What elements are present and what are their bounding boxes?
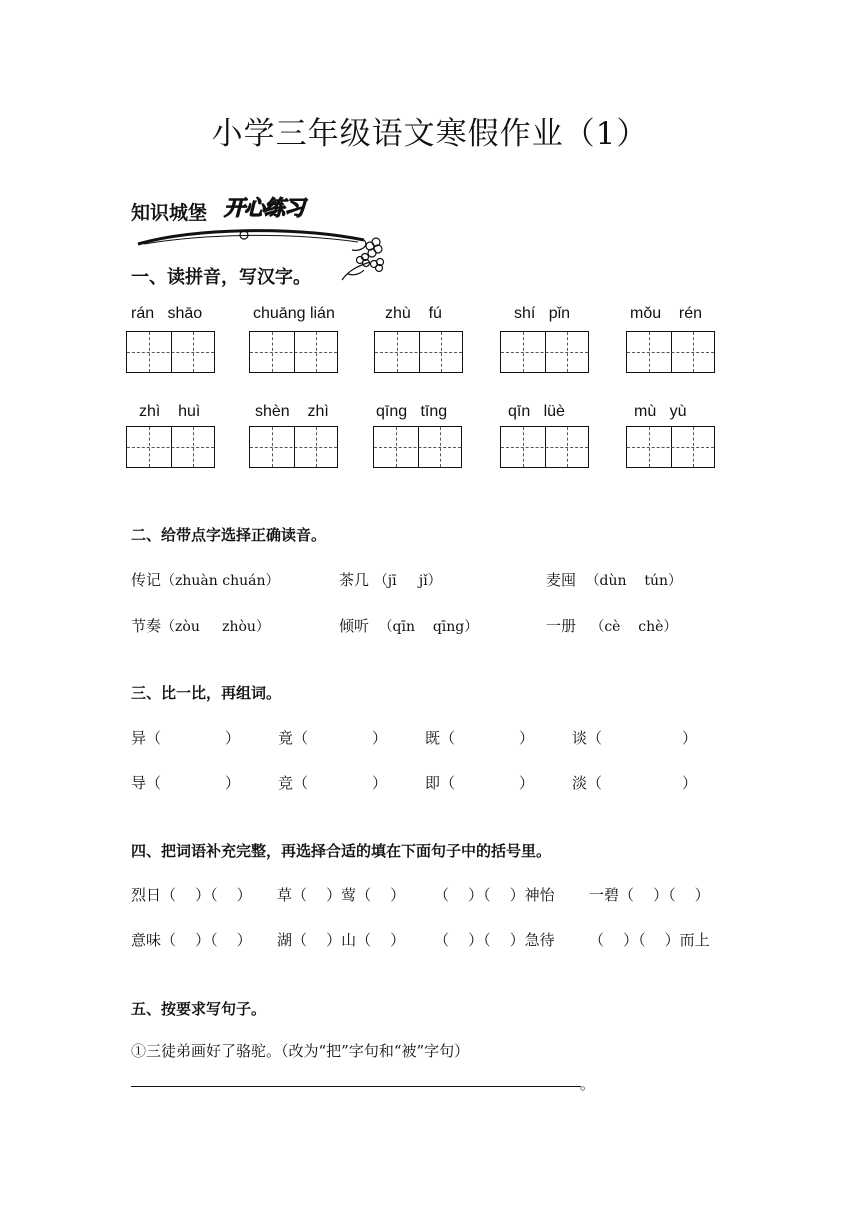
writing-grid[interactable] [126, 426, 215, 468]
section3-heading: 三、比一比，再组词。 [131, 684, 282, 702]
pinyin-label: zhù fú [385, 305, 442, 322]
reading-choice: 麦囤 （dùn tún） [546, 571, 683, 589]
reading-choice: 节奏（zòu zhòu） [131, 617, 270, 635]
answer-end-mark: 。 [580, 1075, 596, 1093]
pinyin-label: mǒu rén [630, 305, 703, 322]
sentence-question: ①三徒弟画好了骆驼。（改为“把”字句和“被”字句） [131, 1042, 470, 1060]
reading-choice: 茶几 （jī jǐ） [339, 571, 442, 589]
writing-grid[interactable] [500, 426, 589, 468]
reading-choice: 传记（zhuàn chuán） [131, 571, 280, 589]
idiom-blank: （ ）（ ）急待 [434, 931, 555, 949]
idiom-blank: 一碧（ ）（ ） [589, 886, 710, 904]
word-compare-item: 淡（ ） [572, 774, 698, 792]
idiom-blank: 湖（ ）山（ ） [277, 931, 406, 949]
word-compare-item: 竞（ ） [278, 774, 388, 792]
answer-line[interactable] [131, 1086, 581, 1087]
writing-grid[interactable] [374, 331, 463, 373]
pinyin-label: shí pǐn [514, 305, 571, 322]
word-compare-item: 竟（ ） [278, 729, 388, 747]
pinyin-label: qīn lüè [508, 403, 565, 420]
banner-label: 知识城堡 [131, 202, 208, 224]
idiom-blank: 意味（ ）（ ） [131, 931, 252, 949]
writing-grid[interactable] [626, 331, 715, 373]
writing-grid[interactable] [373, 426, 462, 468]
writing-grid[interactable] [500, 331, 589, 373]
word-compare-item: 导（ ） [131, 774, 241, 792]
section1-heading: 一、读拼音，写汉字。 [131, 267, 311, 288]
writing-grid[interactable] [249, 426, 338, 468]
banner-subtitle: 开心练习 [224, 196, 304, 220]
writing-grid[interactable] [626, 426, 715, 468]
word-compare-item: 既（ ） [425, 729, 535, 747]
pinyin-label: mù yù [634, 403, 687, 420]
writing-grid[interactable] [249, 331, 338, 373]
pinyin-label: zhì huì [139, 403, 201, 420]
pinyin-label: rán shāo [131, 305, 203, 322]
pinyin-label: shèn zhì [255, 403, 329, 420]
pinyin-label: chuāng lián [253, 305, 335, 322]
writing-grid[interactable] [126, 331, 215, 373]
section5-heading: 五、按要求写句子。 [131, 1000, 267, 1018]
pinyin-label: qīng tīng [376, 403, 448, 420]
page-title: 小学三年级语文寒假作业（1） [211, 116, 649, 152]
word-compare-item: 异（ ） [131, 729, 241, 747]
reading-choice: 一册 （cè chè） [546, 617, 678, 635]
idiom-blank: 烈日（ ）（ ） [131, 886, 252, 904]
idiom-blank: 草（ ）莺（ ） [277, 886, 406, 904]
word-compare-item: 即（ ） [425, 774, 535, 792]
section4-heading: 四、把词语补充完整，再选择合适的填在下面句子中的括号里。 [131, 842, 552, 860]
idiom-blank: （ ）（ ）神怡 [434, 886, 555, 904]
word-compare-item: 谈（ ） [572, 729, 698, 747]
reading-choice: 倾听 （qīn qīng） [339, 617, 479, 635]
section2-heading: 二、给带点字选择正确读音。 [131, 526, 327, 544]
idiom-blank: （ ）（ ）而上 [589, 931, 710, 949]
